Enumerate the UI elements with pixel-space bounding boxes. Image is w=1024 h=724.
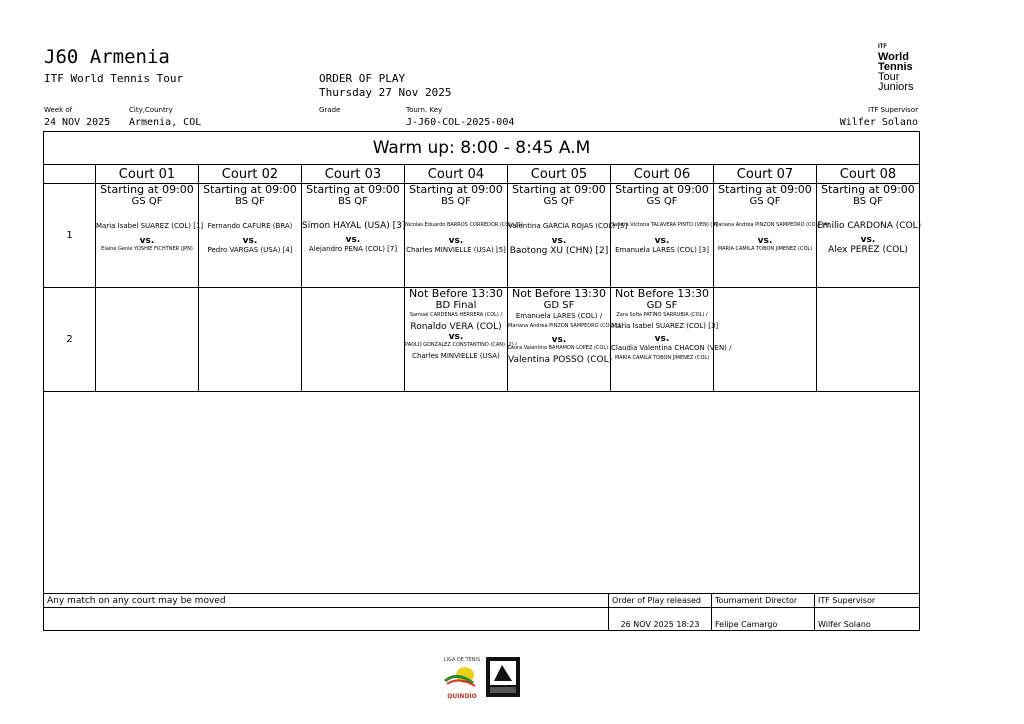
empty-area	[44, 392, 920, 594]
corner-cell	[44, 165, 96, 184]
round: BS QF	[853, 196, 883, 207]
play-date: Thursday 27 Nov 2025	[319, 86, 452, 99]
vs-label: vs.	[860, 235, 876, 245]
start-time: Not Before 13:30	[409, 287, 503, 300]
liga-tenis-quindio-logo	[443, 657, 481, 700]
round: GD SF	[646, 300, 678, 311]
start-time: Starting at 09:00	[100, 183, 194, 196]
row-number: 2	[44, 288, 96, 392]
court-header: Court 08	[817, 165, 920, 184]
club-logo	[486, 657, 520, 697]
match-cell	[508, 287, 623, 392]
start-time: Starting at 09:00	[615, 183, 709, 196]
director-value: Felipe Camargo	[712, 608, 815, 631]
match-cell	[405, 287, 517, 392]
released-label: Order of Play released	[609, 594, 712, 608]
start-time: Starting at 09:00	[821, 183, 915, 196]
city-value: Armenia, COL	[129, 117, 202, 128]
court-header: Court 02	[199, 165, 302, 184]
player-1: Emilio CARDONA (COL)	[817, 221, 922, 231]
logo-line4: Juniors	[878, 81, 914, 93]
vs-label: vs.	[345, 235, 361, 245]
player-2: Alex PEREZ (COL)	[828, 245, 908, 255]
week-value: 24 NOV 2025	[44, 117, 111, 128]
player-1: Simon HAYAL (USA) [3]	[302, 221, 406, 231]
tennis-ball-icon	[443, 663, 481, 689]
footer-supervisor-label: ITF Supervisor	[815, 594, 920, 608]
week-label: Week of	[44, 106, 73, 114]
player-2: Charles MINVIELLE (USA) [5]	[406, 246, 506, 254]
player-2: Pedro VARGAS (USA) [4]	[207, 246, 293, 254]
match-cell	[611, 287, 732, 392]
tournament-title: J60 Armenia	[44, 46, 170, 68]
match-cell	[96, 183, 204, 288]
start-time: Starting at 09:00	[718, 183, 812, 196]
row-number: 1	[44, 184, 96, 288]
court-header: Court 03	[302, 165, 405, 184]
empty-cell	[199, 288, 302, 392]
key-label: Tourn. Key	[406, 106, 443, 114]
round: GS QF	[646, 196, 678, 207]
itf-juniors-logo	[878, 42, 922, 92]
vs-label: vs.	[757, 236, 773, 246]
round: BS QF	[441, 196, 471, 207]
warmup-banner: Warm up: 8:00 - 8:45 A.M	[44, 132, 920, 165]
round: GD SF	[543, 300, 575, 311]
match-cell	[302, 184, 405, 288]
player-2: Alejandro PENA (COL) [7]	[308, 245, 398, 253]
logo-line2: Tennis	[878, 61, 913, 73]
vs-label: vs.	[242, 236, 258, 246]
match-cell	[611, 183, 718, 288]
round: BS QF	[338, 196, 368, 207]
player-1: Mariana Andrea PINZON SAMPEDRO (COL) [4]	[714, 222, 829, 228]
vs-label: vs.	[654, 236, 670, 246]
start-time: Starting at 09:00	[203, 183, 297, 196]
vs-label: vs.	[448, 236, 464, 246]
logo-line3: Tour	[878, 71, 900, 83]
court-header: Court 07	[714, 165, 817, 184]
start-time: Starting at 09:00	[512, 183, 606, 196]
player-1: Sandra Victoria TALAVERA PINTO (VEN) [7]	[611, 222, 718, 228]
vs-label: vs.	[551, 335, 567, 345]
team-2-player-b: Valentina POSSO (COL)	[508, 355, 613, 365]
empty-cell	[714, 288, 817, 392]
court-header-row	[44, 165, 920, 184]
match-cell	[199, 184, 302, 288]
player-1: Nicolas Eduardo BARROS CORREDOR (COL) [1]	[405, 222, 523, 228]
city-label: City,Country	[129, 106, 173, 114]
team-1-player-b: Maria Isabel SUAREZ (COL) [3]	[611, 322, 719, 330]
match-cell	[508, 183, 628, 288]
liga-top-text: LIGA DE TENIS	[443, 657, 481, 663]
footer-table	[43, 593, 920, 631]
court-header: Court 01	[96, 165, 199, 184]
vs-label: vs.	[139, 236, 155, 246]
start-time: Not Before 13:30	[512, 287, 606, 300]
logo-itf: ITF	[878, 44, 887, 50]
start-time: Not Before 13:30	[615, 287, 709, 300]
team-1-player-b: Ronaldo VERA (COL)	[410, 322, 502, 332]
director-label: Tournament Director	[712, 594, 815, 608]
vs-label: vs.	[654, 334, 670, 344]
released-value: 26 NOV 2025 18:23	[609, 608, 712, 631]
key-value: J-J60-COL-2025-004	[406, 117, 515, 128]
round: BS QF	[235, 196, 265, 207]
footer-supervisor-value: Wilfer Solano	[815, 608, 920, 631]
match-row-1	[44, 184, 920, 288]
round: GS QF	[749, 196, 781, 207]
round: BD Final	[435, 300, 477, 311]
player-1: Fernando CAFURE (BRA)	[207, 222, 293, 230]
team-1-player-a: Zara Sofia PATINO SARRUBIA (COL) /	[616, 312, 708, 318]
logo-line1: World	[878, 51, 909, 63]
court-header: Court 04	[405, 165, 508, 184]
match-row-2	[44, 288, 920, 392]
empty-cell	[302, 288, 405, 392]
match-cell	[714, 183, 829, 288]
team-2-player-a: PAOLO GONZALEZ CONSTANTINO (CAN) [2] /	[405, 342, 517, 348]
supervisor-label: ITF Supervisor	[868, 106, 918, 114]
round: GS QF	[543, 196, 575, 207]
start-time: Starting at 09:00	[409, 183, 503, 196]
round: GS QF	[131, 196, 163, 207]
club-crest-icon	[486, 657, 520, 697]
court-header: Court 06	[611, 165, 714, 184]
vs-label: vs.	[551, 236, 567, 246]
team-1-player-b: Mariana Andrea PINZON SAMPEDRO (COL) [1]	[508, 323, 623, 329]
team-2-player-b: Charles MINVIELLE (USA)	[412, 352, 500, 360]
order-of-play-table	[43, 131, 920, 594]
team-2-player-a: Laura Valentina BAHAMON LOPEZ (COL) /	[508, 345, 612, 351]
grade-label: Grade	[319, 106, 341, 114]
order-of-play-heading	[319, 72, 451, 100]
match-cell	[405, 183, 523, 288]
player-2: Baotong XU (CHN) [2]	[509, 246, 609, 256]
player-1: Maria Isabel SUAREZ (COL) [1]	[96, 222, 204, 230]
player-2: MARIA CAMILA TOBON JIMENEZ (COL)	[717, 246, 813, 252]
liga-bottom-text: QUINDÍO	[447, 693, 477, 700]
team-2-player-b: MARIA CAMILA TOBON JIMENEZ (COL)	[614, 355, 710, 361]
start-time: Starting at 09:00	[306, 183, 400, 196]
move-note: Any match on any court may be moved	[44, 594, 609, 608]
match-cell	[817, 184, 920, 288]
empty-cell	[817, 288, 920, 392]
order-title: ORDER OF PLAY	[319, 72, 406, 85]
court-header: Court 05	[508, 165, 611, 184]
team-2-player-a: Claudia Valentina CHACON (VEN) /	[611, 344, 732, 352]
player-2: Emanuela LARES (COL) [3]	[615, 246, 709, 254]
player-1: Valentina GARCIA ROJAS (COL) [5]	[508, 222, 628, 230]
team-1-player-a: Samuel CARDENAS HERRERA (COL) /	[409, 312, 503, 318]
footer-blank	[44, 608, 609, 631]
empty-cell	[96, 288, 199, 392]
supervisor-value: Wilfer Solano	[839, 117, 918, 128]
vs-label: vs.	[448, 332, 464, 342]
tour-name: ITF World Tennis Tour	[44, 72, 184, 85]
player-2: Elaine Genie YOSHIE FICHTNER (JPN)	[101, 246, 193, 252]
team-1-player-a: Emanuela LARES (COL) /	[515, 312, 603, 320]
